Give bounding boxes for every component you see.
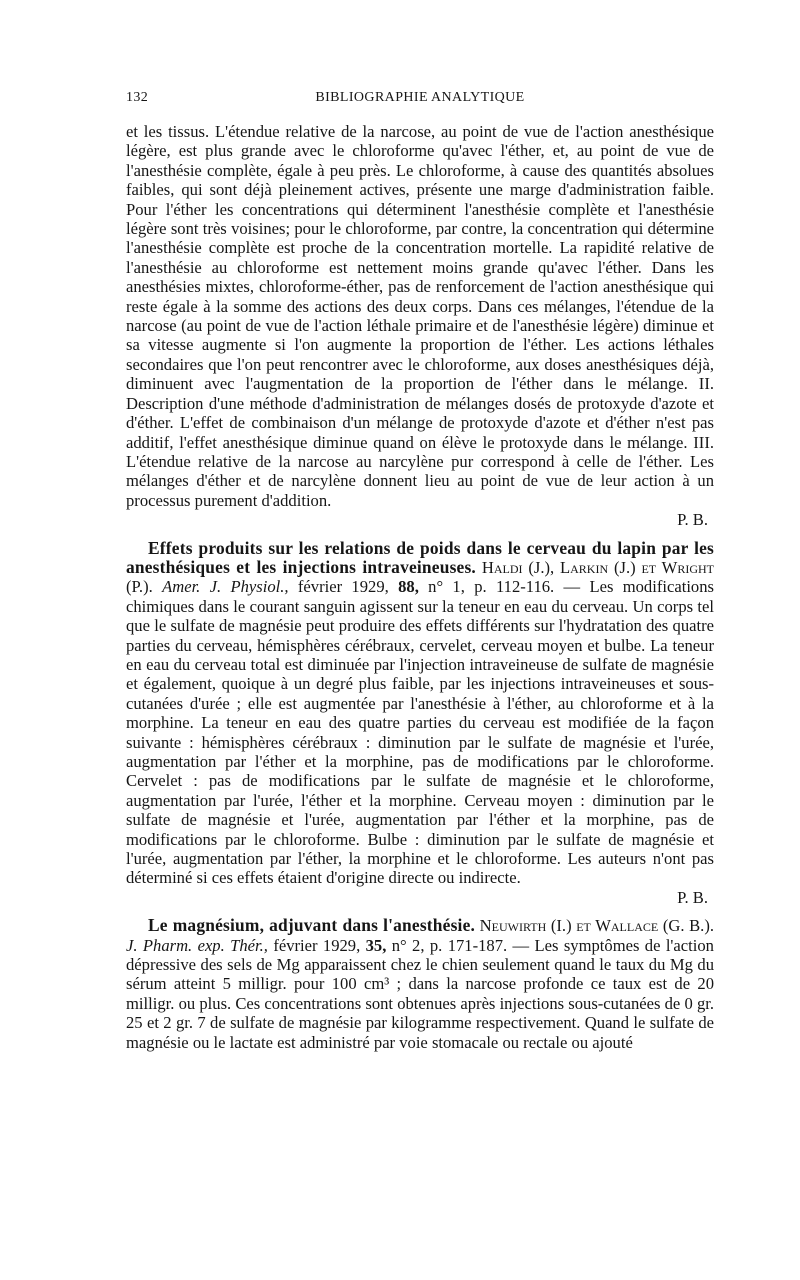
- abstract-3-pages: p. 171-187.: [429, 935, 508, 955]
- abstract-3-issue: n° 2,: [391, 935, 425, 955]
- abstract-2-pages: p. 112-116.: [474, 577, 555, 597]
- abstract-3-authors: Neuwirth (I.) et Wallace (G. B.).: [479, 916, 714, 936]
- abstract-2: [126, 539, 714, 888]
- abstract-3-title: Le magnésium, adjuvant dans l'anesthésie.: [148, 915, 476, 936]
- abstract-3-date: février 1929,: [273, 935, 361, 955]
- running-header: [126, 90, 714, 112]
- abstract-3: [126, 916, 714, 1052]
- abstract-2-journal: Amer. J. Physiol.,: [162, 577, 289, 597]
- running-title: BIBLIOGRAPHIE ANALYTIQUE: [315, 90, 525, 105]
- abstract-3-journal: J. Pharm. exp. Thér.,: [126, 935, 268, 955]
- abstract-1-text: et les tissus. L'étendue relative de la narcose, au point de vue de l'action anesthésique légère, est plus grande avec le chloroforme qu'avec l'éther, et, au point de vue de l'anesthésie complète, égale à peu près. Le chloroforme, à cause des quantités absolues faibles, qui sont déjà pleinement actives, présente une marge d'administration faible. Pour l'éther les concentrations qui déterminent l'anesthésie complète et l'anesthésie légère sont très voisines; pour le chloroforme, par contre, la concentration qui détermine l'anesthésie complète est proche de la concentration mortelle. La rapidité relative de l'anesthésie au chloroforme est nettement moins grande qu'avec l'éther. Dans les anesthésies mixtes, chloroforme-éther, pas de renforcement de l'action anesthésique qui reste égale à la somme des actions des deux corps. Dans ces mélanges, l'étendue de la narcose (au point de vue de l'action léthale primaire et de l'anesthésie légère) diminue et sa vitesse augmente si l'on augmente la proportion de l'éther. Les actions léthales secondaires que l'on peut rencontrer avec le chloroforme, aux doses anesthésiques déjà, diminuent avec l'augmentation de la proportion de l'éther dans le mélange. II. Description d'une méthode d'administration de mélanges dosés de protoxyde d'azote et d'éther. L'effet de combinaison d'un mélange de protoxyde d'azote et d'éther n'est pas additif, l'effet anesthésique diminue quand on élève le protoxyde dans le mélange. III. L'étendue relative de la narcose au narcylène pur correspond à celle de l'éther. Les mélanges d'éther et de narcylène donnent lieu au point de vue de leur action à un processus purement d'addition.: [126, 122, 714, 510]
- abstract-3-volume: 35,: [365, 935, 387, 955]
- abstract-2-issue: n° 1,: [428, 577, 465, 597]
- abstract-1-initials: P. B.: [677, 510, 708, 530]
- abstract-2-volume: 88,: [398, 577, 419, 597]
- abstract-2-date: février 1929,: [297, 577, 389, 597]
- abstract-2-initials: P. B.: [677, 887, 708, 907]
- abstract-3-text: — Les symptômes de l'action dépressive des sels de Mg apparaissent chez le chien seulement quand le taux du Mg du sérum atteint 5 milligr. pour 100 cm³ ; dans la narcose profonde ce taux est de 20 milligr. ou plus. Ces concentrations sont obtenues après injections sous-cutanées de 0 gr. 25 et 2 gr. 7 de sulfate de magnésie par kilogramme respectivement. Quand le sulfate de magnésie ou le lactate est administré par voie stomacale ou rectale ou ajouté: [126, 935, 714, 1052]
- page-number: 132: [126, 90, 149, 105]
- abstract-2-authors: Haldi (J.), Larkin (J.) et Wright (P.).: [126, 557, 714, 597]
- page-body: [126, 122, 714, 1052]
- abstract-2-title: Effets produits sur les relations de poids dans le cerveau du lapin par les anesthésiques et les injections intraveineuses.: [126, 537, 714, 577]
- abstract-2-text: — Les modifications chimiques dans le courant sanguin agissent sur la teneur en eau du cerveau. Un corps tel que le sulfate de magnésie peut produire des effets différents sur l'hydratation des quatre parties du cerveau, hémisphères cérébraux, cervelet, cerveau moyen et bulbe. La teneur en eau du cerveau total est diminuée par l'injection intraveineuse de sulfate de magnésie et également, quoique à un degré plus faible, par les injections intraveineuses et sous-cutanées d'urée ; elle est augmentée par l'anesthésie à l'éther, au chloroforme et à la morphine. La teneur en eau des quatre parties du cerveau est modifiée de la façon suivante : hémisphères cérébraux : diminution par le sulfate de magnésie et l'urée, augmentation par l'éther et la morphine, pas de modifications par le chloroforme. Cervelet : pas de modifications par le sulfate de magnésie et le chloroforme, augmentation par l'urée, l'éther et la morphine. Cerveau moyen : diminution par le sulfate de magnésie et l'urée, augmentation par l'éther et la morphine, pas de modifications par le chloroforme. Bulbe : diminution par le sulfate de magnésie et l'urée, augmentation par l'éther, la morphine et le chloroforme. Les auteurs n'ont pas déterminé si ces effets étaient d'origine directe ou indirecte.: [126, 577, 714, 888]
